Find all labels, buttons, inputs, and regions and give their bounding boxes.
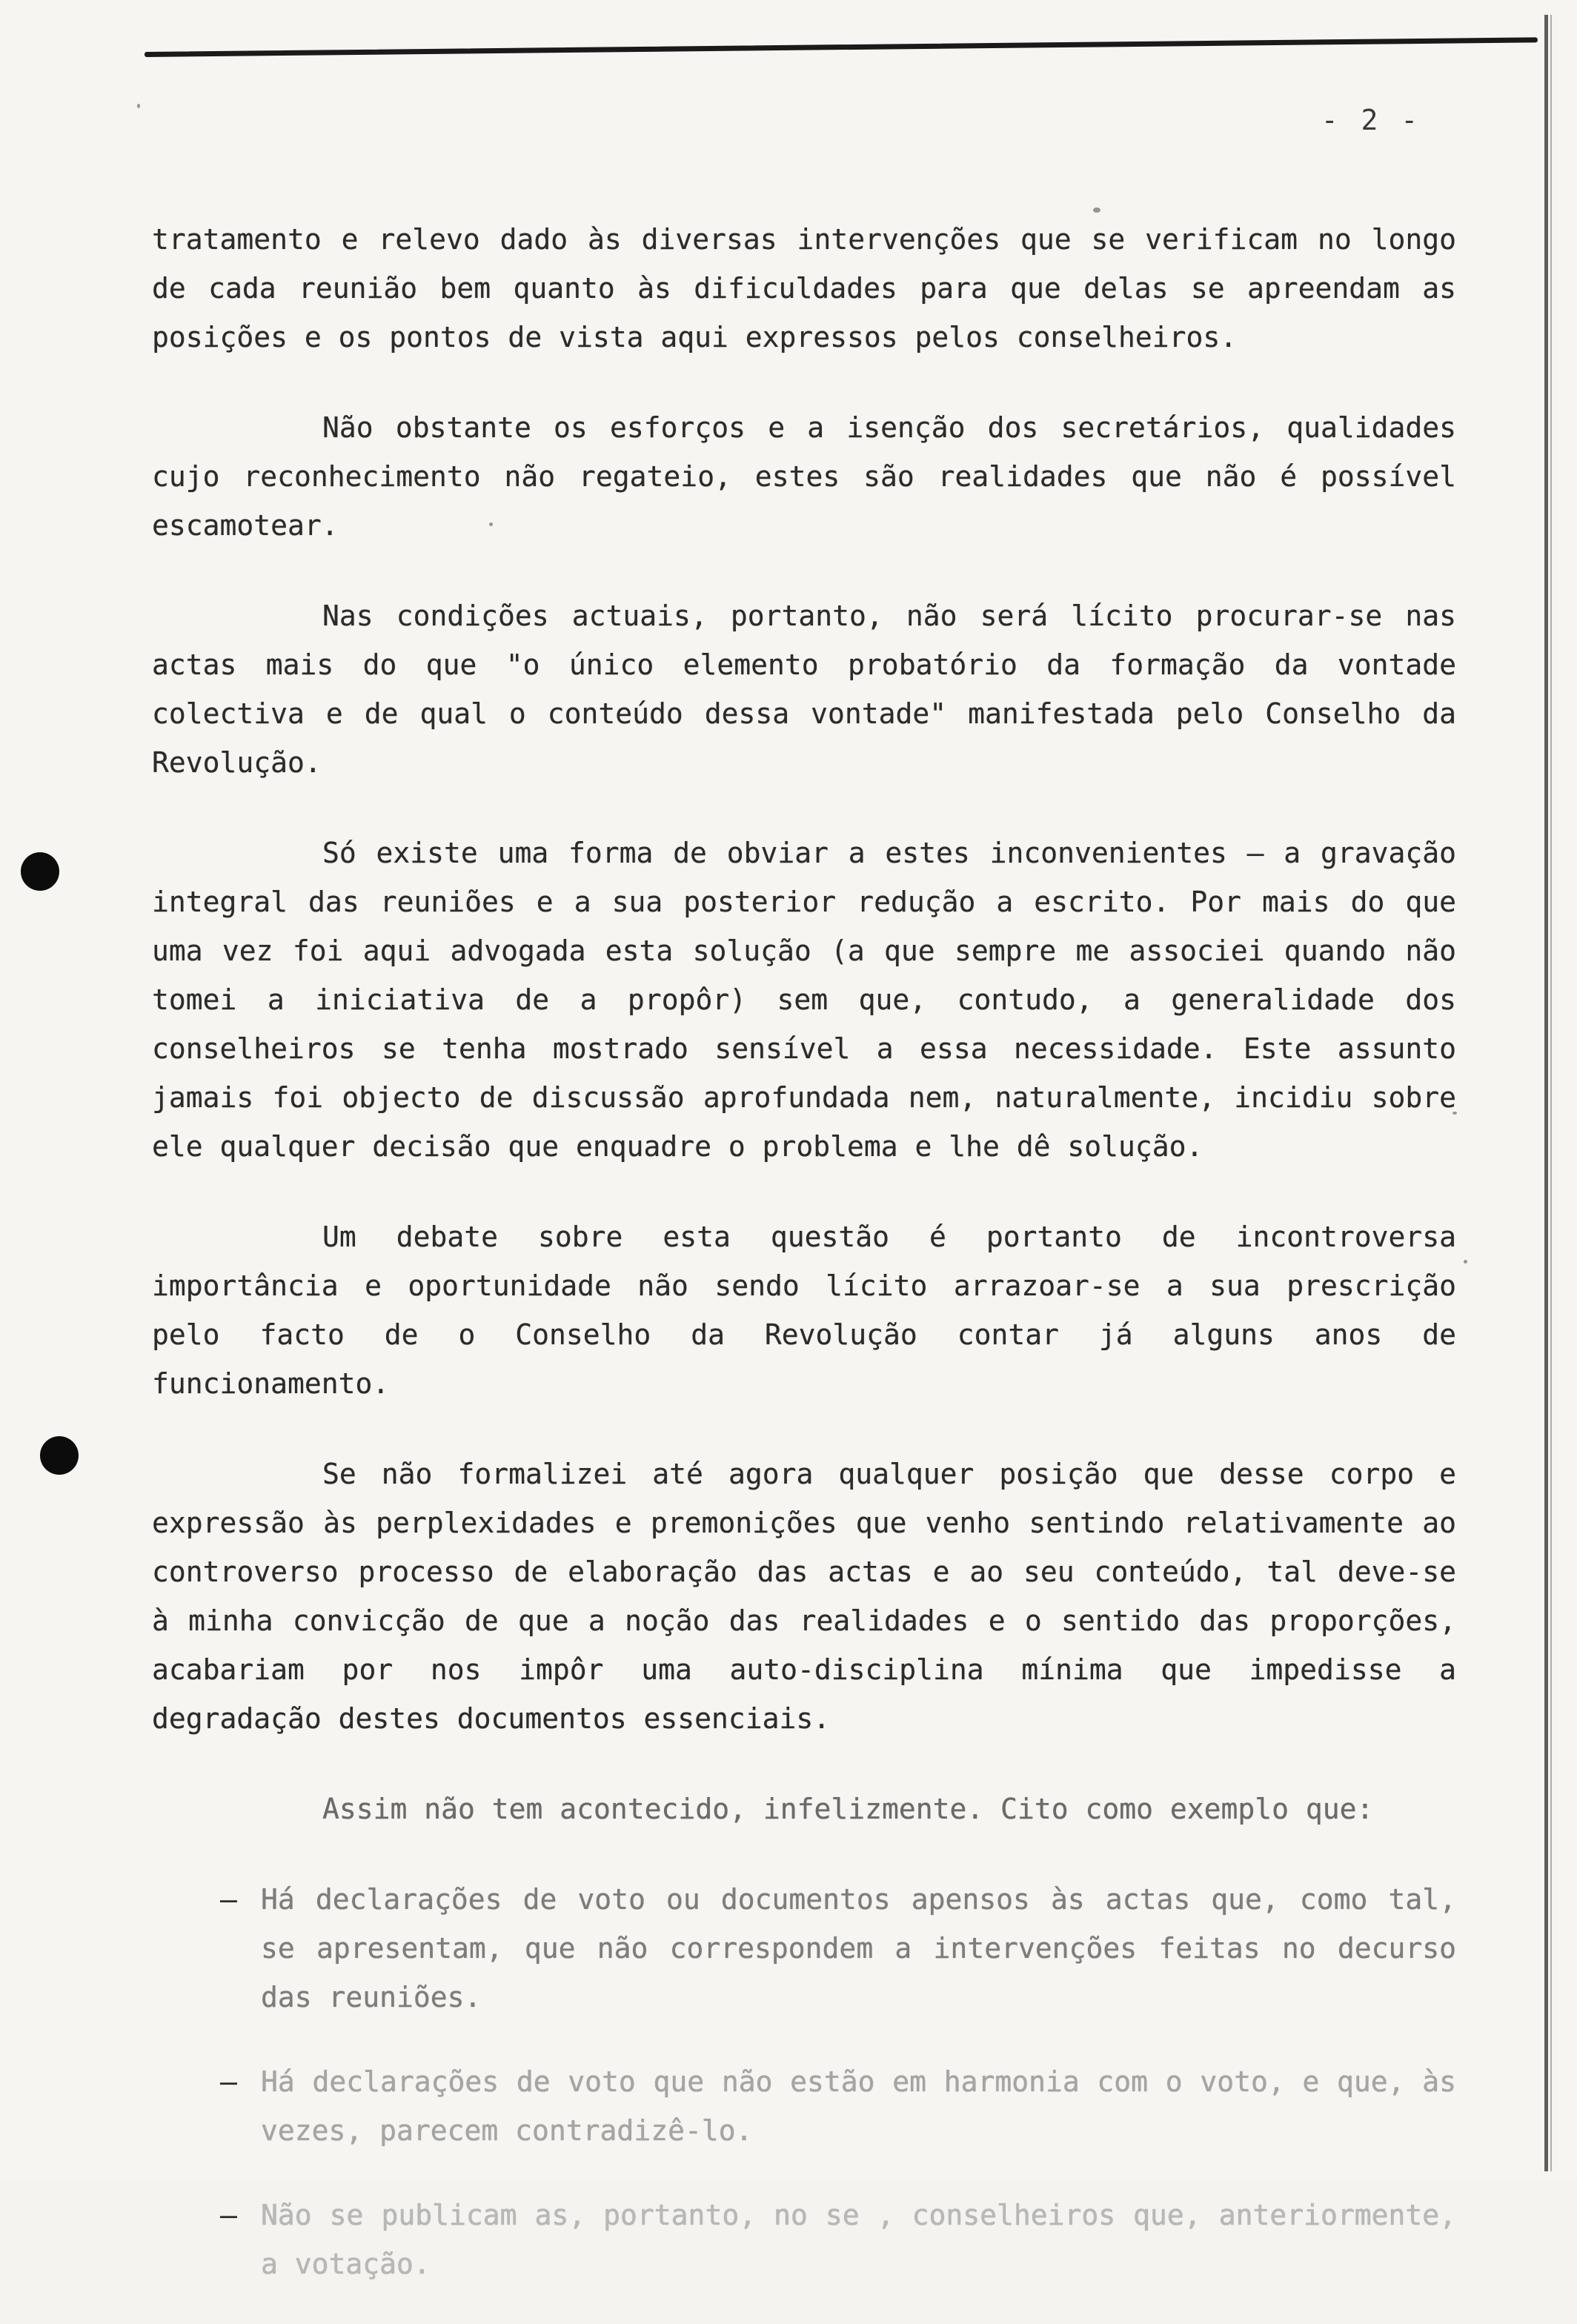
list-item-text: Há declarações de voto que não estão em harmonia com o voto, e que, às vezes, parecem contradizê-lo.: [261, 2065, 1456, 2147]
document-body: [152, 215, 1456, 2324]
list-item: [220, 2057, 1456, 2155]
bullet-list: [152, 1875, 1456, 2288]
punch-hole-top: [21, 852, 59, 891]
paragraph: Um debate sobre esta questão é portanto de incontroversa importância e oportunidade não sendo lícito arrazoar-se a sua prescrição pelo facto de o Conselho da Revolução contar já alguns anos de funcionamento.: [152, 1221, 1456, 1400]
paragraph: Nas condições actuais, portanto, não será lícito procurar-se nas actas mais do que "o único elemento probatório da formação da vontade colectiva e de qual o conteúdo dessa vontade" manifestada pelo Conselho da Revolução.: [152, 600, 1456, 779]
list-item-text: Há declarações de voto ou documentos apensos às actas que, como tal, se apresentam, que não correspondem a intervenções feitas no decurso das reuniões.: [261, 1883, 1456, 2013]
scan-edge-shadow: [1550, 15, 1552, 2171]
scan-speck: [137, 104, 140, 108]
punch-hole-bottom: [40, 1436, 79, 1475]
paragraph: Só existe uma forma de obviar a estes inconvenientes — a gravação integral das reuniões e a sua posterior redução a escrito. Por mais do que uma vez foi aqui advogada esta solução (a que sempre me associei quando não tomei a iniciativa de a propôr) sem que, contudo, a generalidade dos conselheiros se tenha mostrado sensível a essa necessidade. Este assunto jamais foi objecto de discussão aprofundada nem, naturalmente, incidiu sobre ele qualquer decisão que enquadre o problema e lhe dê solução.: [152, 837, 1456, 1163]
bullet-dash: –: [220, 1883, 237, 1916]
paragraph: Se não formalizei até agora qualquer posição que desse corpo e expressão às perplexidades e premonições que venho sentindo relativamente ao controverso processo de elaboração das actas e ao seu conteúdo, tal deve-se à minha convicção de que a noção das realidades e o sentido das proporções, acabariam por nos impôr uma auto-disciplina mínima que impedisse a degradação destes documentos essenciais.: [152, 1458, 1456, 1735]
scan-speck: [1093, 208, 1100, 213]
list-item: [220, 1875, 1456, 2022]
paragraph: Não obstante os esforços e a isenção dos secretários, qualidades cujo reconhecimento não regateio, estes são realidades que não é possível escamotear.: [152, 411, 1456, 542]
top-rule-line: [145, 37, 1538, 57]
page-number: - 2 -: [1321, 104, 1421, 136]
list-item: [220, 2191, 1456, 2288]
list-item-text: Não se publicam as, portanto, no se , conselheiros que, anteriormente, a votação.: [261, 2199, 1456, 2280]
paragraph: Assim não tem acontecido, infelizmente. Cito como exemplo que:: [322, 1793, 1374, 1825]
bullet-dash: –: [220, 2065, 237, 2098]
bullet-dash: –: [220, 2199, 237, 2231]
paragraph: tratamento e relevo dado às diversas intervenções que se verificam no longo de cada reunião bem quanto às dificuldades para que delas se apreendam as posições e os pontos de vista aqui expressos pelos conselheiros.: [152, 223, 1456, 353]
scan-speck: [1464, 1260, 1467, 1264]
scan-edge-border: [1544, 15, 1548, 2171]
